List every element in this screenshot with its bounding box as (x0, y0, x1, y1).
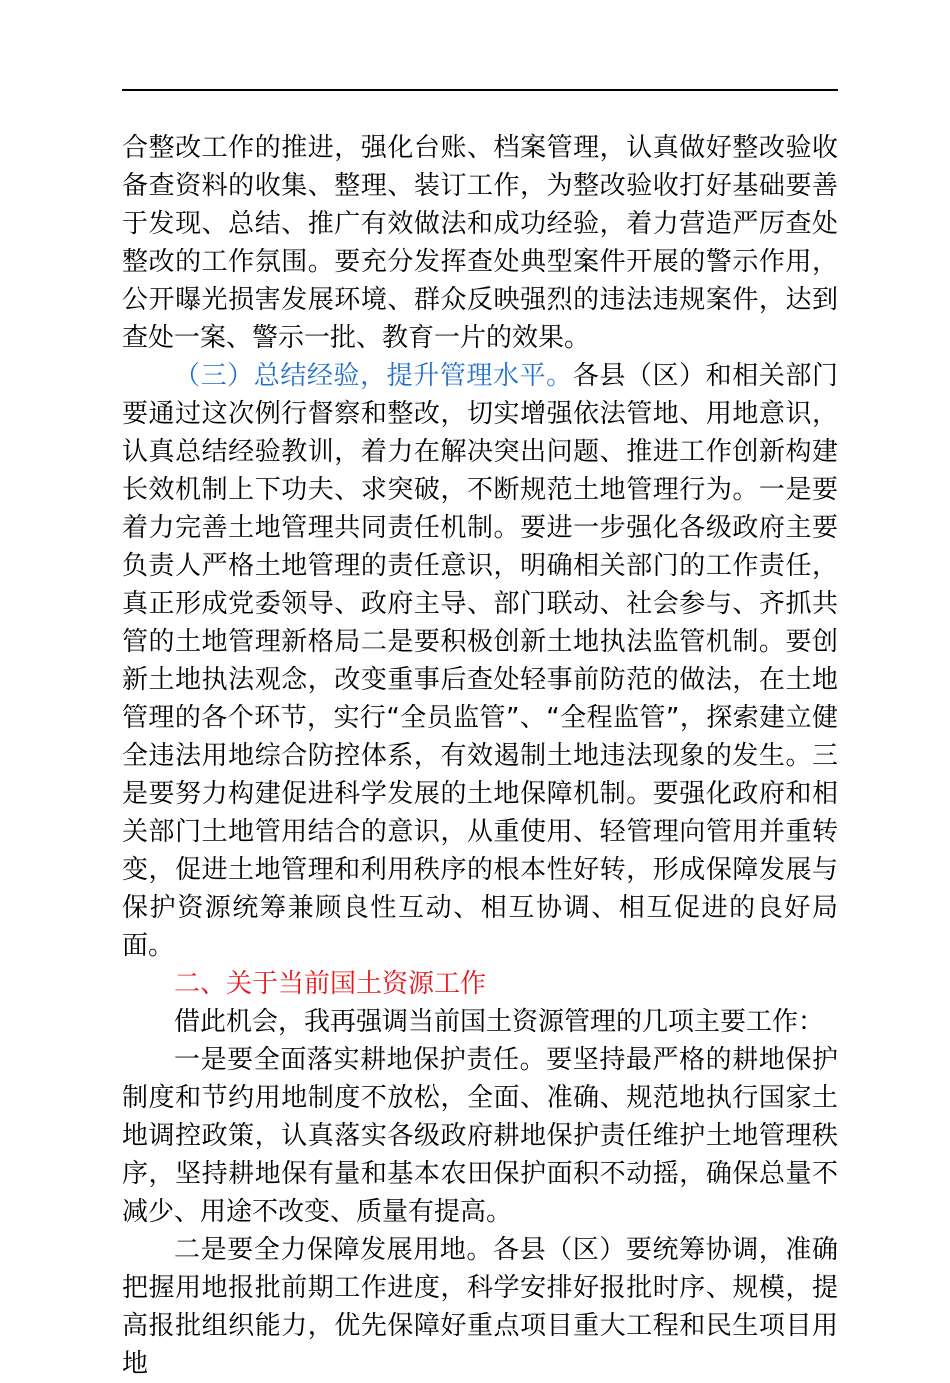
continued-paragraph: 合整改工作的推进，强化台账、档案管理，认真做好整改验收备查资料的收集、整理、装订工作，为整改验收打好基础要善于发现、总结、推广有效做法和成功经验，着力营造严厉查处整改的工作氛围。要充分发挥查处典型案件开展的警示作用，公开曝光损害发展环境、群众反映强烈的违法违规案件，达到查处一案、警示一批、教育一片的效果。 (122, 133, 838, 353)
section-three-paragraph (122, 357, 838, 965)
document-body (122, 129, 838, 1383)
item-one-paragraph: 一是要全面落实耕地保护责任。要坚持最严格的耕地保护制度和节约用地制度不放松，全面、准确、规范地执行国家土地调控政策，认真落实各级政府耕地保护责任维护土地管理秩序，坚持耕地保有量和基本农田保护面积不动摇，确保总量不减少、用途不改变、质量有提高。 (122, 1045, 838, 1227)
item-two-paragraph: 二是要全力保障发展用地。各县（区）要统筹协调，准确把握用地报批前期工作进度，科学安排好报批时序、规模，提高报批组织能力，优先保障好重点项目重大工程和民生项目用地 (122, 1235, 838, 1379)
header-rule (122, 89, 838, 91)
intro-paragraph: 借此机会，我再强调当前国土资源管理的几项主要工作： (174, 1007, 825, 1037)
section-three-body: 各县（区）和相关部门要通过这次例行督察和整改，切实增强依法管地、用地意识，认真总结经验教训，着力在解决突出问题、推进工作创新构建长效机制上下功夫、求突破，不断规范土地管理行为。一是要着力完善土地管理共同责任机制。要进一步强化各级政府主要负责人严格土地管理的责任意识，明确相关部门的工作责任，真正形成党委领导、政府主导、部门联动、社会参与、齐抓共管的土地管理新格局二是要积极创新土地执法监管机制。要创新土地执法观念，改变重事后查处轻事前防范的做法，在土地管理的各个环节，实行“全员监管”、“全程监管”，探索建立健全违法用地综合防控体系，有效遏制土地违法现象的发生。三是要努力构建促进科学发展的土地保障机制。要强化政府和相关部门土地管用结合的意识，从重使用、轻管理向管用并重转变，促进土地管理和利用秩序的根本性好转，形成保障发展与保护资源统筹兼顾良性互动、相互协调、相互促进的良好局面。 (122, 361, 838, 961)
section-three-heading: （三）总结经验，提升管理水平。 (174, 361, 573, 391)
section-two-heading: 二、关于当前国土资源工作 (174, 969, 487, 999)
